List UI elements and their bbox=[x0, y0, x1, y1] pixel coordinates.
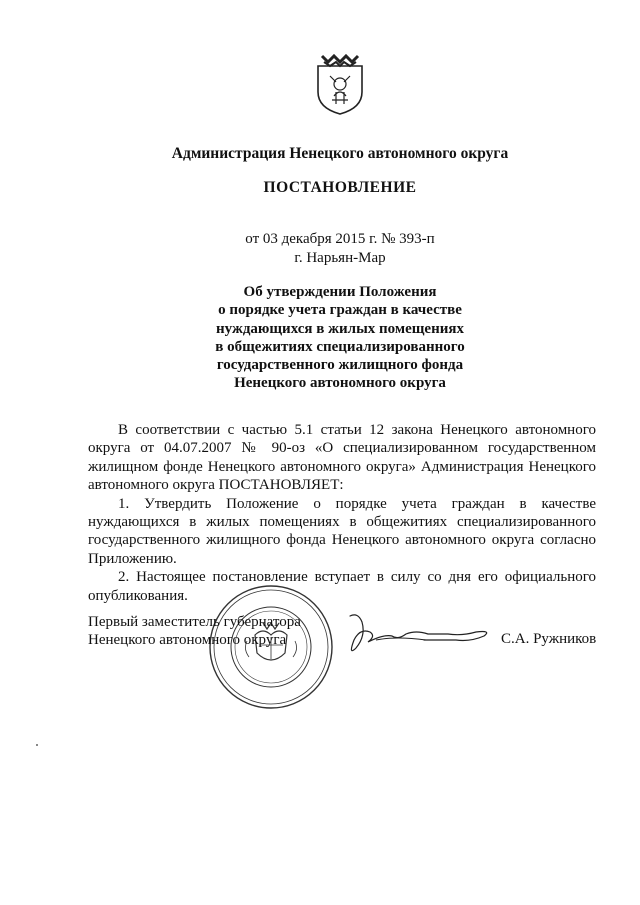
signatory-position-line: Ненецкого автономного округа bbox=[88, 632, 287, 649]
document-body bbox=[88, 421, 596, 605]
handwritten-signature-icon bbox=[336, 610, 506, 662]
decree-item-1: 1. Утвердить Положение о порядке учета граждан в качестве нуждающихся в жилых помещениях в общежитиях специализированного государственного жилищного фонда Ненецкого автономного округа согласно Приложению. bbox=[88, 495, 596, 567]
document-city: г. Нарьян-Мар bbox=[294, 250, 386, 266]
preamble-paragraph: В соответствии с частью 5.1 статьи 12 закона Ненецкого автономного округа от 04.07.2007 № 90-оз «О специализированном государственном жилищном фонде Ненецкого автономного округа» Администрация Ненецкого автономного округа ПОСТАНОВЛЯЕТ: bbox=[88, 422, 596, 494]
scan-speck bbox=[36, 744, 38, 746]
title-line: о порядке учета граждан в качестве bbox=[218, 302, 462, 319]
document-date-number: от 03 декабря 2015 г. № 393-п bbox=[245, 231, 435, 247]
signatory-position bbox=[88, 613, 301, 650]
organization-name: Администрация Ненецкого автономного округа bbox=[171, 145, 509, 162]
title-line: государственного жилищного фонда bbox=[216, 357, 464, 374]
nenets-coat-of-arms-icon bbox=[314, 52, 366, 116]
title-line: в общежитиях специализированного bbox=[215, 338, 465, 355]
signatory-name: С.А. Ружников bbox=[501, 631, 597, 647]
document-title bbox=[80, 283, 600, 393]
title-line: нуждающихся в жилых помещениях bbox=[216, 320, 464, 337]
title-line: Ненецкого автономного округа bbox=[234, 375, 446, 392]
decree-item-2: 2. Настоящее постановление вступает в силу со дня его официального опубликования. bbox=[88, 569, 596, 604]
signatory-position-line: Первый заместитель губернатора bbox=[88, 614, 301, 630]
title-line: Об утверждении Положения bbox=[243, 284, 437, 300]
document-type: ПОСТАНОВЛЕНИЕ bbox=[263, 179, 417, 196]
